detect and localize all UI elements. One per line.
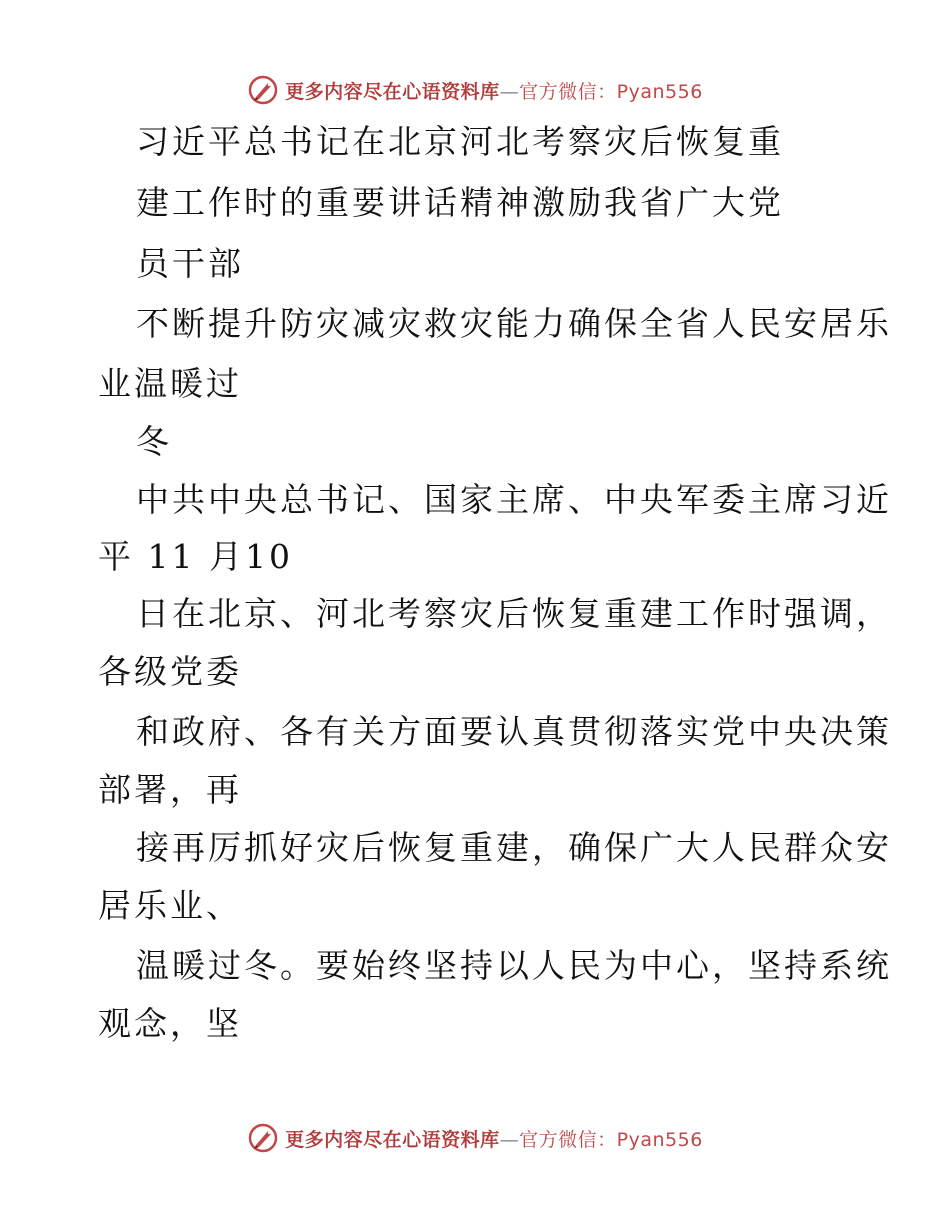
footer-banner — [0, 1118, 950, 1158]
body-line: 日在北京、河北考察灾后恢复重建工作时强调， — [136, 594, 892, 633]
body-line: 中共中央总书记、国家主席、中央军委主席习近 — [136, 480, 892, 519]
body-line: 居乐业、 — [98, 886, 242, 925]
body-line: 平 11 月10 — [98, 537, 293, 576]
body-line: 冬 — [136, 422, 172, 461]
body-line: 观念，坚 — [98, 1004, 242, 1043]
body-line: 习近平总书记在北京河北考察灾后恢复重 — [136, 122, 784, 161]
body-line: 业温暖过 — [98, 364, 242, 403]
body-line: 不断提升防灾减灾救灾能力确保全省人民安居乐 — [136, 304, 892, 343]
body-line: 建工作时的重要讲话精神激励我省广大党 — [136, 183, 784, 222]
body-line: 温暖过冬。要始终坚持以人民为中心，坚持系统 — [136, 946, 892, 985]
header-banner — [0, 70, 950, 110]
body-line: 各级党委 — [98, 652, 242, 691]
body-line: 接再厉抓好灾后恢复重建，确保广大人民群众安 — [136, 828, 892, 867]
body-line: 员干部 — [136, 244, 244, 283]
body-line: 和政府、各有关方面要认真贯彻落实党中央决策 — [136, 712, 892, 751]
fountain-pen-logo-icon — [247, 1122, 279, 1154]
fountain-pen-logo-icon — [247, 74, 279, 106]
footer-banner-text: 更多内容尽在心语资料库—官方微信：Pyan556 — [285, 1128, 703, 1151]
header-banner-text: 更多内容尽在心语资料库—官方微信：Pyan556 — [285, 80, 703, 103]
body-line: 部署，再 — [98, 770, 242, 809]
